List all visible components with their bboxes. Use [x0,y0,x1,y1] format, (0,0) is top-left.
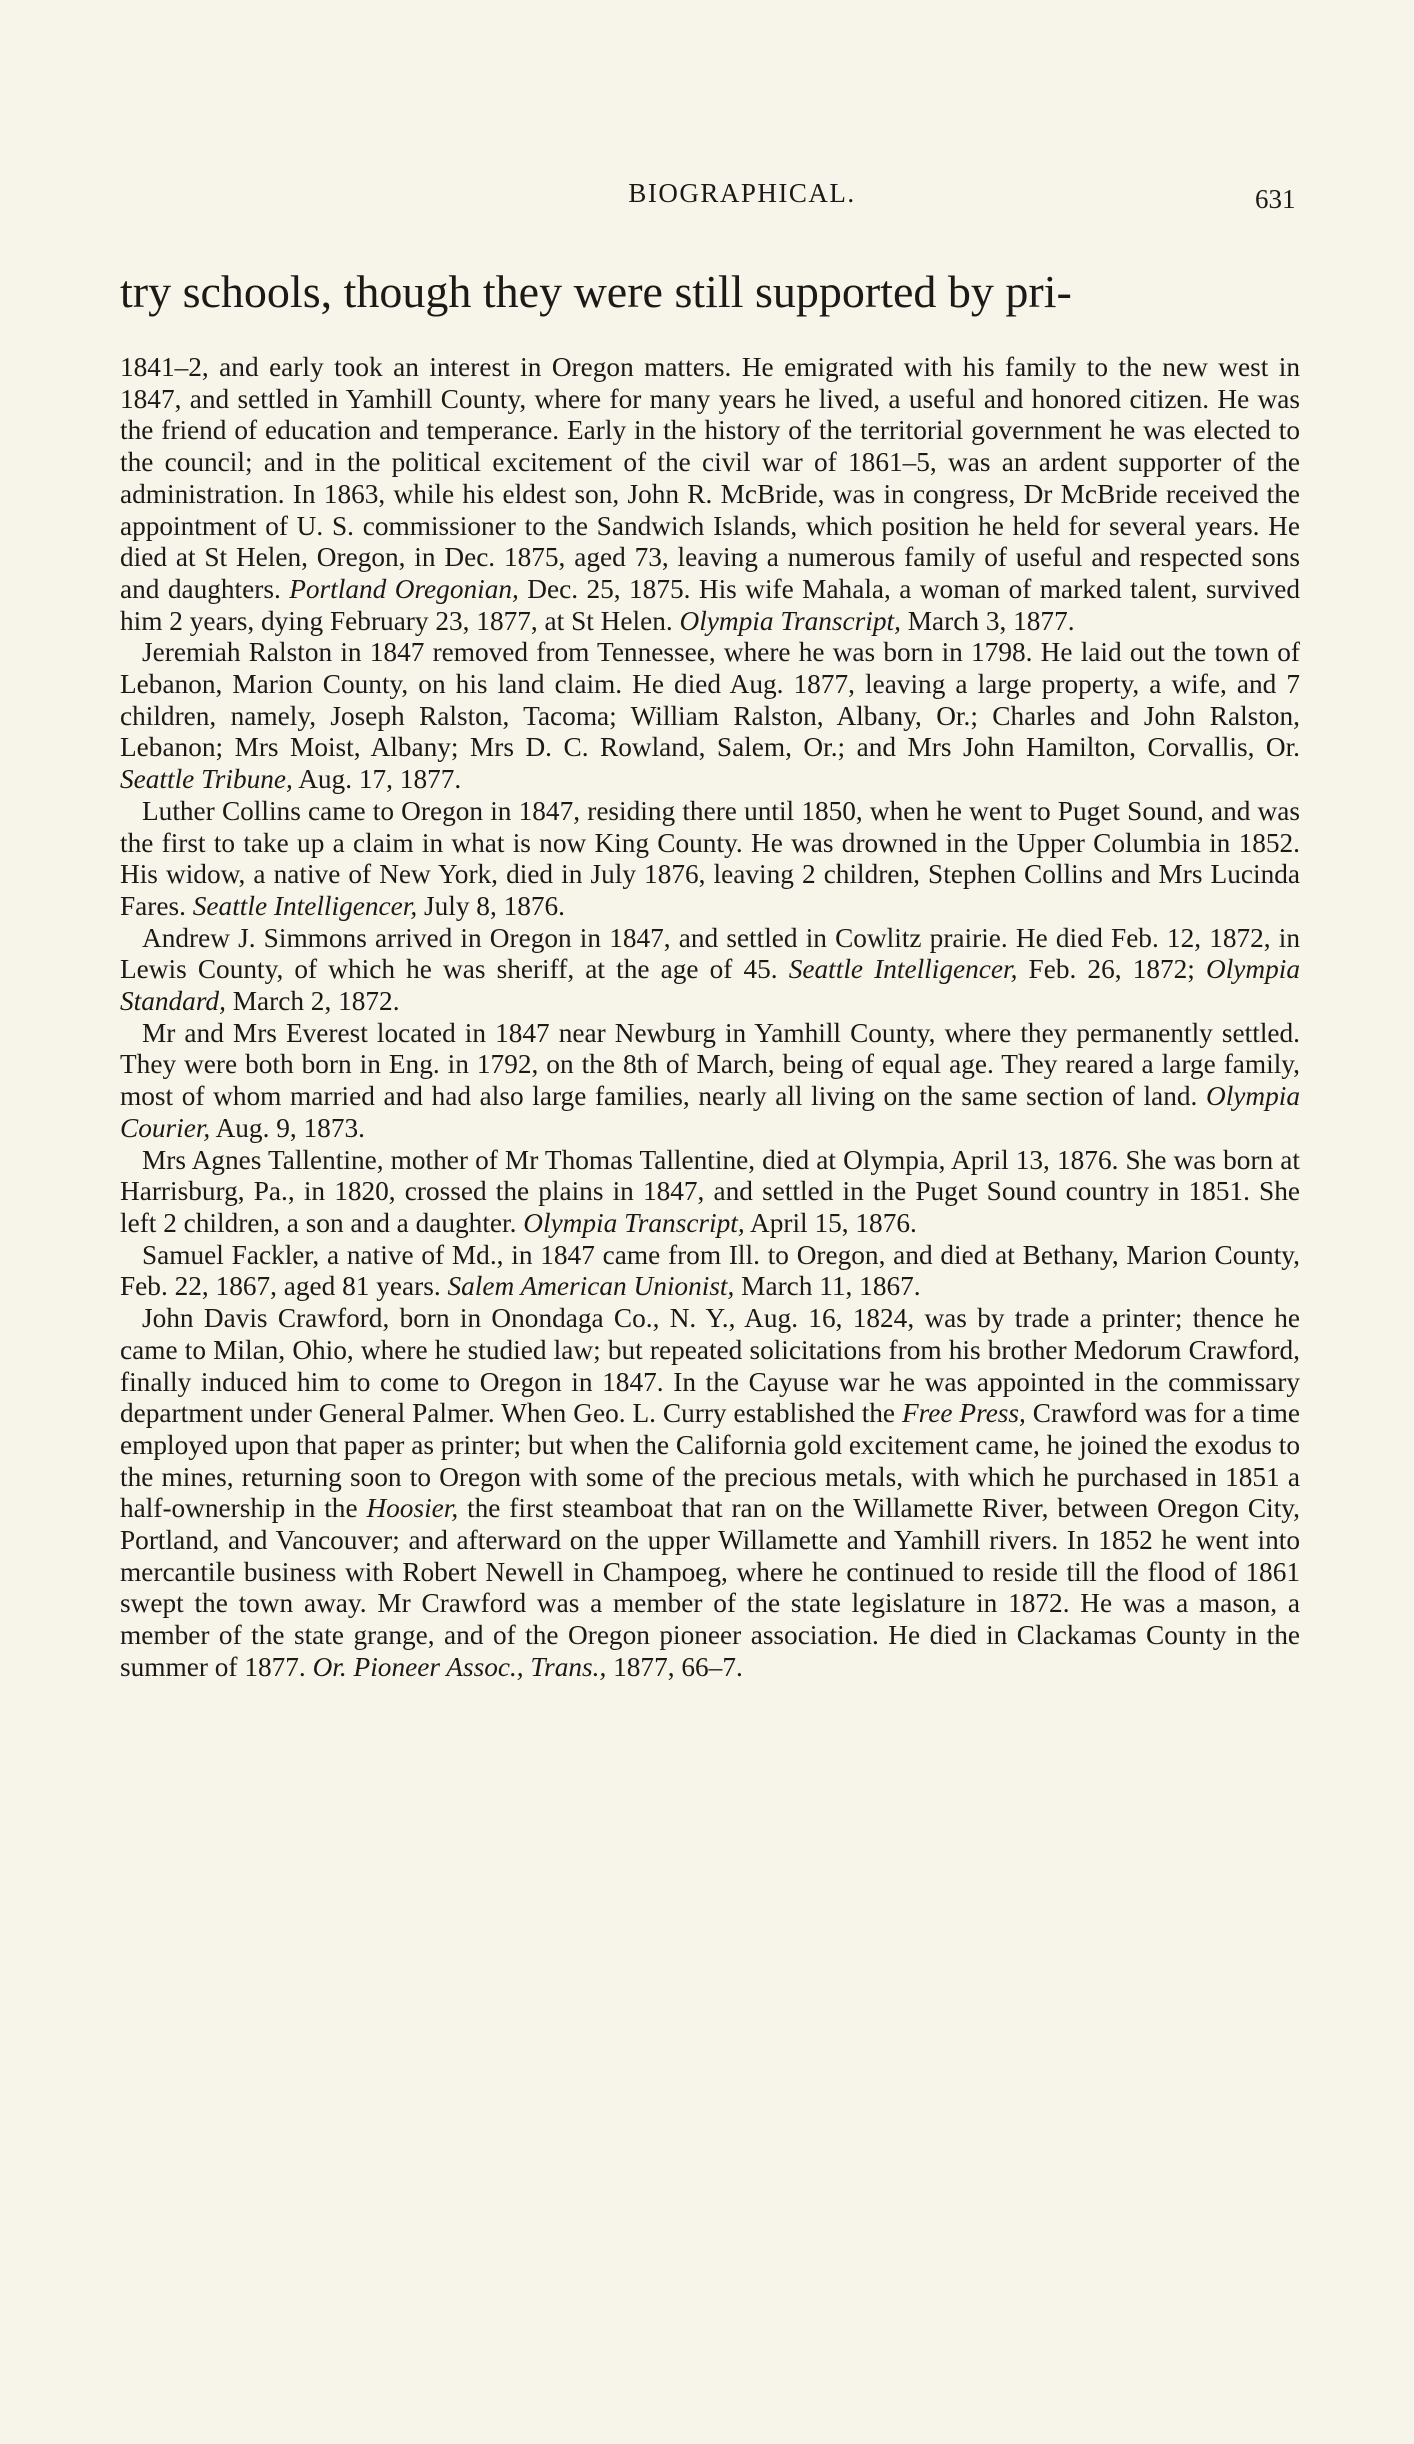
carryover-line: try schools, though they were still supported by pri- [120,266,1072,317]
paragraph-text: 1841–2, and early took an interest in Oregon matters. He emigrated with his family to the new west in 1847, and settled in Yamhill County, where for many years he lived, a useful and honored citizen. He was the friend of education and temperance. Early in the history of the territorial government he was elected to the council; and in the political excitement of the civil war of 1861–5, was an ardent supporter of the administration. In 1863, while his eldest son, John R. McBride, was in congress, Dr McBride received the appointment of U. S. commissioner to the Sandwich Islands, which position he held for several years. He died at St Helen, Oregon, in Dec. 1875, aged 73, leaving a numerous family of useful and respected sons and daughters. [120,352,1300,604]
paragraph-text: March 11, 1867. [734,1271,921,1302]
citation: Salem American Unionist, [447,1271,735,1302]
paragraph-text: Mrs Agnes Tallentine, mother of Mr Thomas Tallentine, died at Olympia, April 13, 1876. She was born at Harrisburg, Pa., in 1820, crossed the plains in 1847, and settled in the Puget Sound country in 1851. She left 2 children, a son and a daughter. [120,1144,1300,1238]
paragraph [120,352,1300,637]
paragraph-text: Feb. 26, 1872; [1017,954,1206,985]
paragraph [120,923,1300,1018]
citation: Free Press, [901,1398,1026,1429]
paragraph [120,1303,1300,1683]
paragraph-text: Luther Collins came to Oregon in 1847, residing there until 1850, when he went to Puget Sound, and was the first to take up a claim in what is now King County. He was drowned in the Upper Columbia in 1852. His widow, a native of New York, died in July 1876, leaving 2 children, Stephen Collins and Mrs Lucinda Fares. [120,795,1300,921]
citation: Seattle Intelligencer, [192,890,418,921]
paragraph [120,1018,1300,1145]
paragraph [120,1145,1300,1240]
paragraph-text: Andrew J. Simmons arrived in Oregon in 1847, and settled in Cowlitz prairie. He died Feb. 12, 1872, in Lewis County, of which he was sheriff, at the age of 45. [120,922,1300,985]
page-number: 631 [1255,184,1296,214]
paragraph-text: March 3, 1877. [900,605,1075,636]
paragraph-text: Samuel Fackler, a native of Md., in 1847 came from Ill. to Oregon, and died at Bethany, Marion County, Feb. 22, 1867, aged 81 years. [120,1239,1300,1302]
paragraph-text: Aug. 9, 1873. [210,1112,365,1143]
paragraph-text: Crawford was for a time employed upon that paper as printer; but when the California gold excitement came, he joined the exodus to the mines, returning soon to Oregon with some of the precious metals, with which he purchased in 1851 a half-ownership in the [120,1398,1300,1524]
citation: Olympia Courier, [120,1081,1300,1143]
citation: Olympia Transcript, [523,1207,745,1238]
running-title: BIOGRAPHICAL. [628,178,856,208]
citation: Hoosier, [366,1493,459,1524]
paragraph-text: Aug. 17, 1877. [292,764,462,795]
paragraph-text: Jeremiah Ralston in 1847 removed from Tennessee, where he was born in 1798. He laid out the town of Lebanon, Marion County, on his land claim. He died Aug. 1877, leaving a large property, a wife, and 7 children, namely, Joseph Ralston, Tacoma; William Ralston, Albany, Or.; Charles and John Ralston, Lebanon; Mrs Moist, Albany; Mrs D. C. Rowland, Salem, Or.; and Mrs John Hamilton, Corvallis, Or. [120,637,1300,763]
paragraph-text: 1877, 66–7. [606,1651,743,1682]
paragraph-text: Mr and Mrs Everest located in 1847 near Newburg in Yamhill County, where they permanently settled. They were both born in Eng. in 1792, on the 8th of March, being of equal age. They reared a large family, most of whom married and had also large families, nearly all living on the same section of land. [120,1017,1300,1112]
citation: Olympia Standard, [120,954,1301,1017]
paragraph-text: March 2, 1872. [225,986,400,1017]
paragraph-text: Dec. 25, 1875. His wife Mahala, a woman of marked talent, survived him 2 years, dying February 23, 1877, at St Helen. [120,573,1300,636]
citation: Portland Oregonian, [289,573,519,604]
paragraph-text: April 15, 1876. [744,1207,917,1238]
paragraph [120,1240,1300,1303]
citation: Or. Pioneer Assoc., Trans., [312,1651,607,1682]
citation: Seattle Tribune, [120,764,293,795]
body-text [120,352,1300,1684]
running-head [0,178,1414,228]
citation: Olympia Transcript, [679,605,901,636]
paragraph [120,637,1300,796]
paragraph-text: July 8, 1876. [417,890,566,921]
paragraph-text: John Davis Crawford, born in Onondaga Co., N. Y., Aug. 16, 1824, was by trade a printer; thence he came to Milan, Ohio, where he studied law; but repeated solicitations from his brother Medorum Crawford, finally induced him to come to Oregon in 1847. In the Cayuse war he was appointed in the commissary department under General Palmer. When Geo. L. Curry established the [120,1303,1300,1429]
paragraph-text: the first steamboat that ran on the Willamette River, between Oregon City, Portland, and Vancouver; and afterward on the upper Willamette and Yamhill rivers. In 1852 he went into mercantile business with Robert Newell in Champoeg, where he continued to reside till the flood of 1861 swept the town away. Mr Crawford was a member of the state legislature in 1872. He was a mason, a member of the state grange, and of the Oregon pioneer association. He died in Clackamas County in the summer of 1877. [120,1493,1300,1682]
citation: Seattle Intelligencer, [788,954,1018,985]
paragraph [120,796,1300,923]
